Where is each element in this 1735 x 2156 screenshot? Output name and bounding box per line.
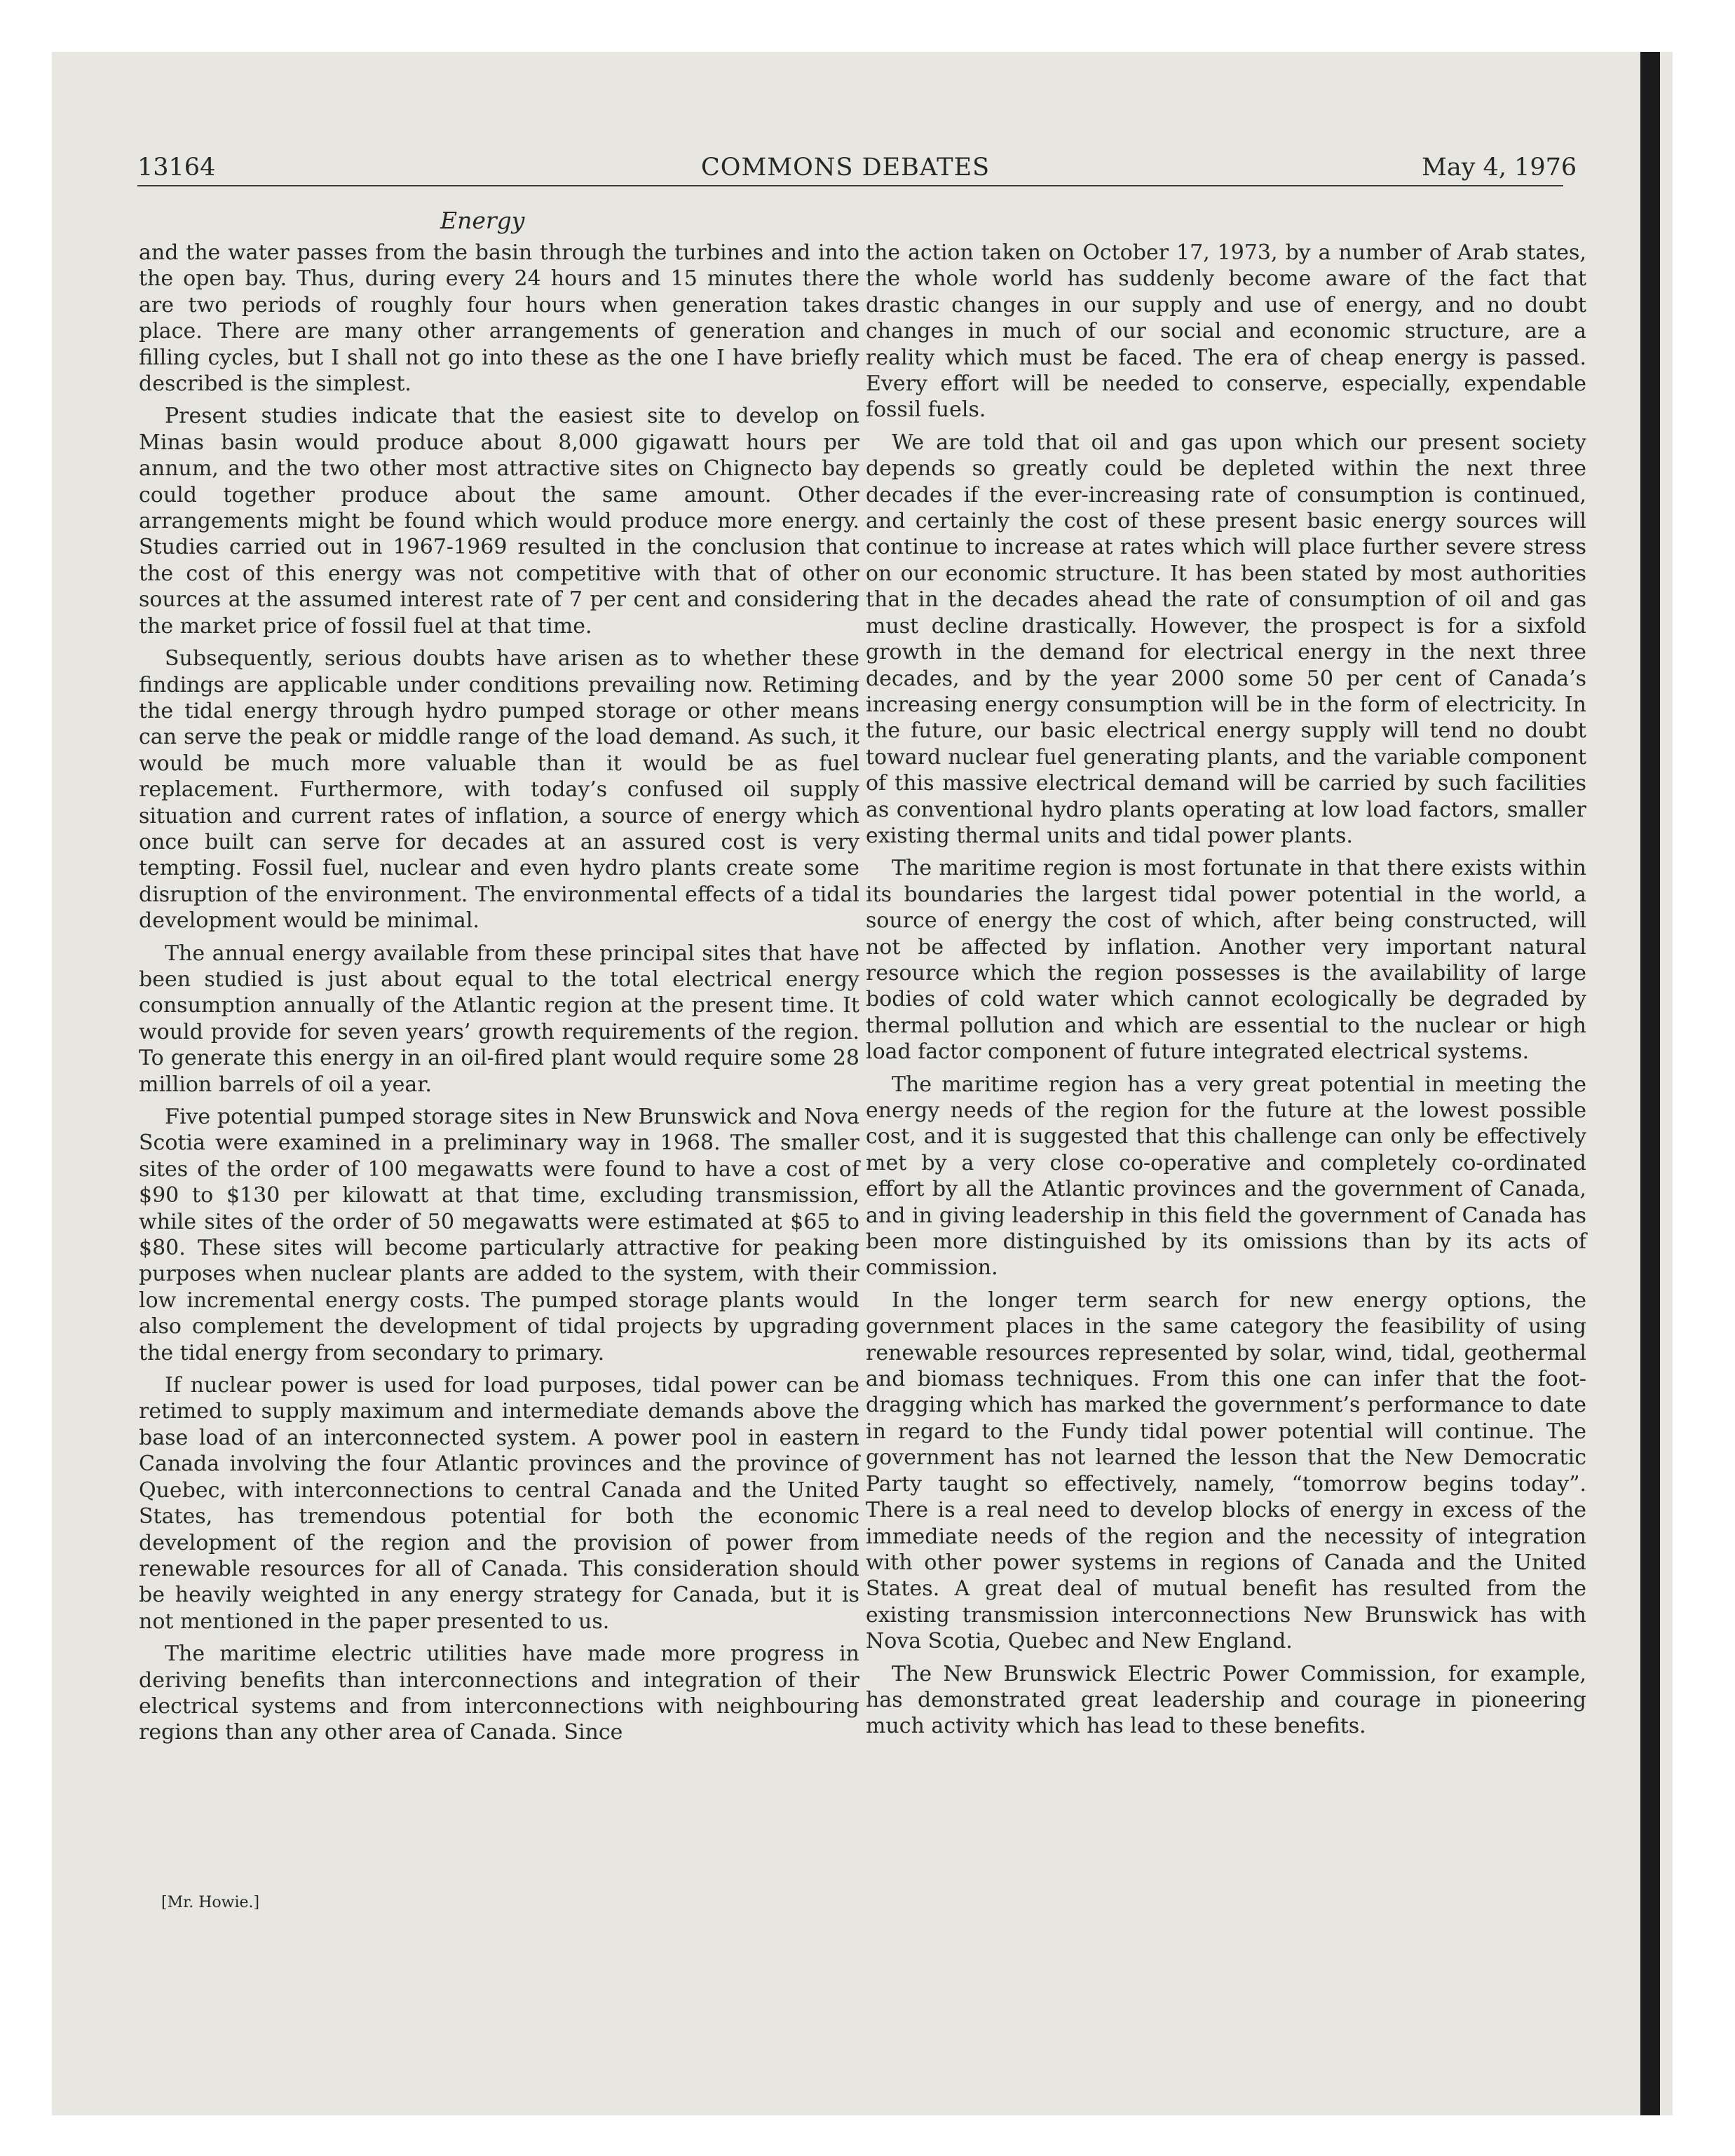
paragraph: Subsequently, serious doubts have arisen as to whether these findings are applicable under conditions prevailing now. Retiming the tidal energy through hydro pumped storage or other means can serve the peak or middle range of the load demand. As such, it would be much more valuable than it would be as fuel replacement. Furthermore, with today’s confused oil supply situation and current rates of inflation, a source of energy which once built can serve for decades at an assured cost is very tempting. Fossil fuel, nuclear and even hydro plants create some disruption of the environment. The environmental effects of a tidal development would be minimal. [139, 646, 859, 934]
paragraph: The maritime electric utilities have made more progress in deriving benefits than interconnections and integration of their electrical systems and from interconnections with neighbouring regions than any other area of Canada. Since [139, 1642, 859, 1745]
paragraph: and the water passes from the basin through the turbines and into the open bay. Thus, during every 24 hours and 15 minutes there are two periods of roughly four hours when generation takes place. There are many other arrangements of generation and filling cycles, but I shall not go into these as the one I have briefly described is the simplest. [139, 240, 859, 397]
paragraph: Five potential pumped storage sites in New Brunswick and Nova Scotia were examined in a preliminary way in 1968. The smaller sites of the order of 100 megawatts were found to have a cost of $90 to $130 per kilowatt at that time, excluding transmission, while sites of the order of 50 megawatts were estimated at $65 to $80. These sites will become particularly attractive for peaking purposes when nuclear plants are added to the system, with their low incremental energy costs. The pumped storage plants would also complement the development of tidal projects by upgrading the tidal energy from secondary to primary. [139, 1105, 859, 1365]
section-heading: Energy [440, 207, 525, 234]
paragraph: If nuclear power is used for load purposes, tidal power can be retimed to supply maximum and intermediate demands above the base load of an interconnected system. A power pool in eastern Canada involving the four Atlantic provinces and the province of Quebec, with interconnections to central Canada and the United States, has tremendous potential for both the economic development of the region and the provision of power from renewable resources for all of Canada. This consideration should be heavily weighted in any energy strategy for Canada, but it is not mentioned in the paper presented to us. [139, 1373, 859, 1634]
header-date: May 4, 1976 [1422, 153, 1577, 182]
right-column [866, 240, 1586, 1746]
paragraph: The annual energy available from these principal sites that have been studied is just about equal to the total electrical energy consumption annually of the Atlantic region at the present time. It would provide for seven years’ growth requirements of the region. To generate this energy in an oil-fired plant would require some 28 million barrels of oil a year. [139, 941, 859, 1097]
paragraph: The maritime region has a very great potential in meeting the energy needs of the region for the future at the lowest possible cost, and it is suggested that this challenge can only be effectively met by a very close co-operative and completely co-ordinated effort by all the Atlantic provinces and the government of Canada, and in giving leadership in this field the government of Canada has been more distinguished by its omissions than by its acts of commission. [866, 1072, 1586, 1281]
paragraph: the action taken on October 17, 1973, by a number of Arab states, the whole world has suddenly become aware of the fact that drastic changes in our supply and use of energy, and no doubt changes in much of our social and economic structure, are a reality which must be faced. The era of cheap energy is passed. Every effort will be needed to conserve, especially, expendable fossil fuels. [866, 240, 1586, 423]
speaker-reference: [Mr. Howie.] [161, 1894, 260, 1911]
paragraph: Present studies indicate that the easiest site to develop on Minas basin would produce about 8,000 gigawatt hours per annum, and the two other most attractive sites on Chignecto bay could together produce about the same amount. Other arrangements might be found which would produce more energy. Studies carried out in 1967-1969 resulted in the conclusion that the cost of this energy was not competitive with that of other sources at the assumed interest rate of 7 per cent and considering the market price of fossil fuel at that time. [139, 404, 859, 639]
scan-edge-shadow [1640, 52, 1660, 2115]
paragraph: We are told that oil and gas upon which our present society depends so greatly could be depleted within the next three decades if the ever-increasing rate of consumption is continued, and certainly the cost of these present basic energy sources will continue to increase at rates which will place further severe stress on our economic structure. It has been stated by most authorities that in the decades ahead the rate of consumption of oil and gas must decline drastically. However, the prospect is for a sixfold growth in the demand for electrical energy in the next three decades, and by the year 2000 some 50 per cent of Canada’s increasing energy consumption will be in the form of electricity. In the future, our basic electrical energy supply will tend no doubt toward nuclear fuel generating plants, and the variable component of this massive electrical demand will be carried by such facilities as conventional hydro plants operating at low load factors, smaller existing thermal units and tidal power plants. [866, 430, 1586, 848]
page-number: 13164 [137, 153, 216, 182]
header-rule [137, 185, 1563, 186]
paragraph: In the longer term search for new energy options, the government places in the same category the feasibility of using renewable resources represented by solar, wind, tidal, geothermal and biomass techniques. From this one can infer that the foot-dragging which has marked the government’s performance to date in regard to the Fundy tidal power potential will continue. The government has not learned the lesson that the New Democratic Party taught so effectively, namely, “tomorrow begins today”. There is a real need to develop blocks of energy in excess of the immediate needs of the region and the necessity of integration with other power systems in regions of Canada and the United States. A great deal of mutual benefit has resulted from the existing transmission interconnections New Brunswick has with Nova Scotia, Quebec and New England. [866, 1288, 1586, 1654]
paragraph: The maritime region is most fortunate in that there exists within its boundaries the largest tidal power potential in the world, a source of energy the cost of which, after being constructed, will not be affected by inflation. Another very important natural resource which the region possesses is the availability of large bodies of cold water which cannot ecologically be degraded by thermal pollution and which are essential to the nuclear or high load factor component of future integrated electrical systems. [866, 856, 1586, 1065]
left-column [139, 240, 859, 1752]
running-title: COMMONS DEBATES [701, 153, 991, 182]
paragraph: The New Brunswick Electric Power Commission, for example, has demonstrated great leadership and courage in pioneering much activity which has lead to these benefits. [866, 1661, 1586, 1739]
